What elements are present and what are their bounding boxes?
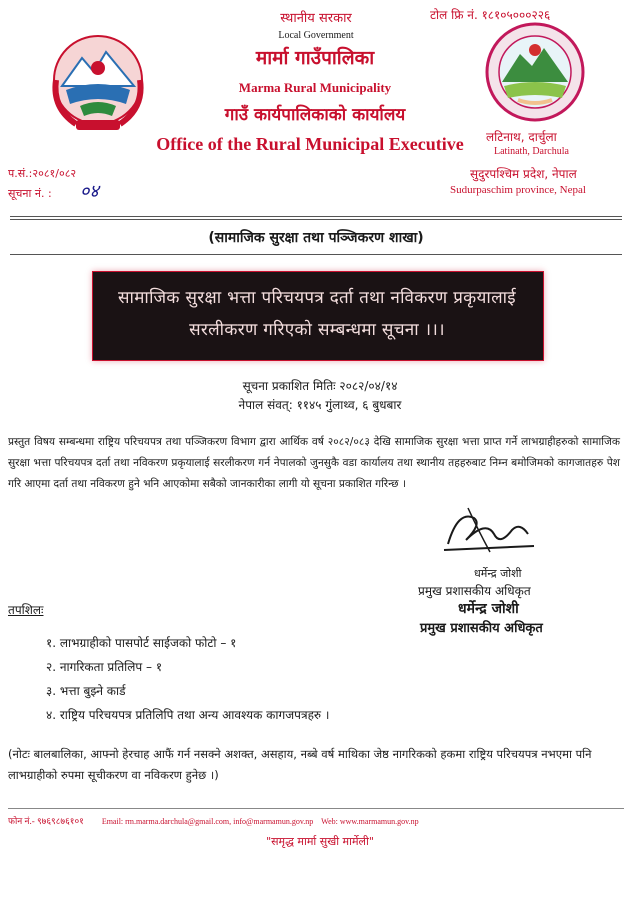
office-name-en: Office of the Rural Municipal Executive [156, 134, 464, 154]
signatory-name: धर्मेन्द्र जोशी [474, 567, 522, 580]
footer-contact [8, 814, 624, 827]
header-divider-2 [10, 219, 622, 220]
publish-date: सूचना प्रकाशित मितिः २०८२/०४/१४ [242, 379, 398, 393]
address-en: Latinath, Darchula [494, 146, 569, 157]
list-item: २. नागरिकता प्रतिलिप – १ [46, 660, 163, 674]
local-government-np: स्थानीय सरकार [280, 11, 352, 26]
address-np: लटिनाथ, दार्चुला [486, 130, 557, 144]
notice-number: ०४ [80, 181, 99, 202]
header-divider [10, 216, 622, 217]
notice-body: प्रस्तुत विषय सम्बन्धमा राष्ट्रिय परिचयपत्र तथा पञ्जिकरण विभाग द्वारा आर्थिक वर्ष २०८२/०८३ देखि सामाजिक सुरक्षा भत्ता प्राप्त गर्ने लाभग्राहीहरुको सामाजिक सुरक्षा भत्ता परिचयपत्र दर्ता तथा नविकरण प्रकृयालाई सरलीकरण गर्न नेपालको जुनसुकै वडा कार्यालय तथा स्थानीय तहहरुबाट निम्न बमोजिमको कागजातहरु पेश गरि आएमा दर्ता तथा नविकरण हुने भनि आएकोमा सबैको जानकारीका लागी यो सूचना प्रकाशित गरिन्छ । [8, 436, 620, 490]
details-heading: तपशिलः [8, 603, 44, 617]
province-np: सुदुरपश्चिम प्रदेश, नेपाल [470, 167, 577, 181]
municipality-name-np: मार्मा गाउँपालिका [255, 47, 375, 69]
phone-number: फोन नं.- ९७६९८७६१०१ [8, 816, 84, 826]
list-item: ४. राष्ट्रिय परिचयपत्र प्रतिलिपि तथा अन्य आवश्यक कागजपत्रहरु । [46, 708, 330, 722]
office-name-np: गाउँ कार्यपालिकाको कार्यालय [224, 105, 406, 125]
nepal-government-emblem-icon [42, 28, 154, 136]
footer-divider [8, 808, 624, 809]
toll-free-number: टोल फ्रि नं. १८१०५०००२२६ [430, 8, 551, 22]
note: (नोटः बालबालिका, आफ्नो हेरचाह आफैं गर्न नसक्ने अशक्त, असहाय, नब्बे वर्ष माथिका जेष्ठ नागरिकको हकमा राष्ट्रिय परिचयपत्र नभएमा पनि लाभग्राहीको रुपमा सूचीकरण वा नविकरण हुनेछ ।) [8, 747, 592, 782]
slogan: "समृद्ध मार्मा सुखी मार्मेली" [266, 835, 374, 848]
local-government-en: Local Government [278, 30, 354, 41]
stamp-title: प्रमुख प्रशासकीय अधिकृत [420, 621, 543, 636]
notice-title-line2: सरलीकरण गरिएको सम्बन्धमा सूचना ।।। [189, 320, 445, 340]
list-item: १. लाभग्राहीको पासपोर्ट साईजको फोटो – १ [46, 636, 237, 650]
municipality-name-en: Marma Rural Municipality [238, 80, 392, 95]
municipality-seal-icon [478, 20, 592, 124]
nepal-era-date: नेपाल संवत्: ११४५ गुंलाथ्व, ६ बुधबार [238, 398, 402, 412]
list-item: ३. भत्ता बुझ्ने कार्ड [46, 684, 126, 698]
reference-number: प.सं.:२०८१/०८२ [8, 167, 77, 180]
email-address: Email: rm.marma.darchula@gmail.com, info@marmamun.gov.np [101, 817, 314, 826]
stamp-name: धर्मेन्द्र जोशी [458, 601, 519, 617]
branch-divider [10, 254, 622, 255]
notice-number-label: सूचना नं. : [8, 187, 52, 200]
notice-title-line1: सामाजिक सुरक्षा भत्ता परिचयपत्र दर्ता तथा नविकरण प्रकृयालाई [118, 288, 516, 308]
signature-icon [438, 500, 538, 562]
notice-title [92, 282, 542, 346]
signatory-title: प्रमुख प्रशासकीय अधिकृत [418, 584, 531, 598]
website: Web: www.marmamun.gov.np [321, 817, 419, 826]
branch-name: (सामाजिक सुरक्षा तथा पञ्जिकरण शाखा) [208, 230, 424, 246]
province-en: Sudurpaschim province, Nepal [450, 184, 586, 196]
